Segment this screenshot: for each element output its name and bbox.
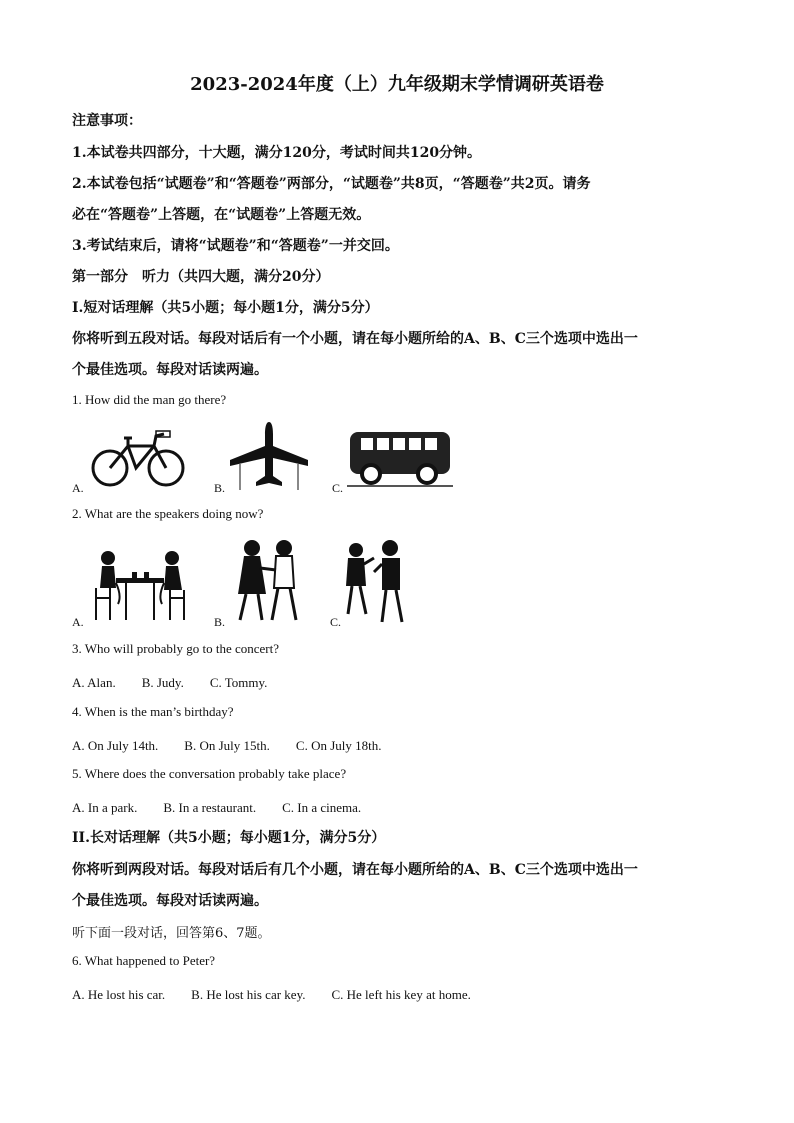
question-2: 2. What are the speakers doing now? <box>72 506 264 521</box>
q2-option-c-label: C. <box>330 615 342 629</box>
dancing-icon <box>342 538 408 624</box>
question-3: 3. Who will probably go to the concert? <box>72 641 279 656</box>
notice-item-2-line-1: 2.本试卷包括“试题卷”和“答题卷”两部分，“试题卷”共8页，“答题卷”共2页。请务 <box>72 176 591 192</box>
question-1: 1. How did the man go there? <box>72 392 227 407</box>
notice-heading: 注意事项： <box>72 113 142 129</box>
q1-option-a-label: A. <box>72 481 84 495</box>
question-6: 6. What happened to Peter? <box>72 953 216 968</box>
question-5-options: A. In a park. B. In a restaurant. C. In a cinema. <box>72 800 362 815</box>
part1-heading: 第一部分 听力（共四大题，满分20分） <box>72 269 330 285</box>
question-5: 5. Where does the conversation probably take place? <box>72 766 347 781</box>
question-4: 4. When is the man’s birthday? <box>72 704 234 719</box>
question-4-options: A. On July 14th. B. On July 15th. C. On July 18th. <box>72 738 382 753</box>
notice-item-1: 1.本试卷共四部分，十大题，满分120分，考试时间共120分钟。 <box>72 145 482 161</box>
notice-item-3: 3.考试结束后，请将“试题卷”和“答题卷”一并交回。 <box>72 238 399 254</box>
airplane-icon <box>228 420 310 490</box>
q2-option-a-label: A. <box>72 615 84 629</box>
section1-instruction-line-2: 个最佳选项。每段对话读两遍。 <box>72 362 268 378</box>
q2-option-b-label: B. <box>214 615 226 629</box>
bus-icon <box>347 428 453 488</box>
section1-instruction-line-1: 你将听到五段对话。每段对话后有一个小题，请在每小题所给的A、B、C三个选项中选出一 <box>72 331 638 347</box>
section2-instruction-line-2: 个最佳选项。每段对话读两遍。 <box>72 893 268 909</box>
question-3-options: A. Alan. B. Judy. C. Tommy. <box>72 675 268 690</box>
eating-icon <box>92 546 188 622</box>
q1-option-b-label: B. <box>214 481 226 495</box>
page-title: 2023-2024年度（上）九年级期末学情调研英语卷 <box>190 74 604 95</box>
section2-instruction-line-1: 你将听到两段对话。每段对话后有几个小题，请在每小题所给的A、B、C三个选项中选出一 <box>72 862 638 878</box>
section1-heading: I.短对话理解（共5小题；每小题1分，满分5分） <box>72 300 379 316</box>
question-6-options: A. He lost his car. B. He lost his car key. C. He left his key at home. <box>72 987 471 1002</box>
section2-heading: II.长对话理解（共5小题；每小题1分，满分5分） <box>72 830 386 846</box>
q1-option-c-label: C. <box>332 481 344 495</box>
notice-item-2-line-2: 必在“答题卷”上答题，在“试题卷”上答题无效。 <box>72 207 371 223</box>
walking-icon <box>232 538 304 624</box>
section2-subinstruction: 听下面一段对话，回答第6、7题。 <box>72 926 271 941</box>
bicycle-icon <box>88 428 188 490</box>
